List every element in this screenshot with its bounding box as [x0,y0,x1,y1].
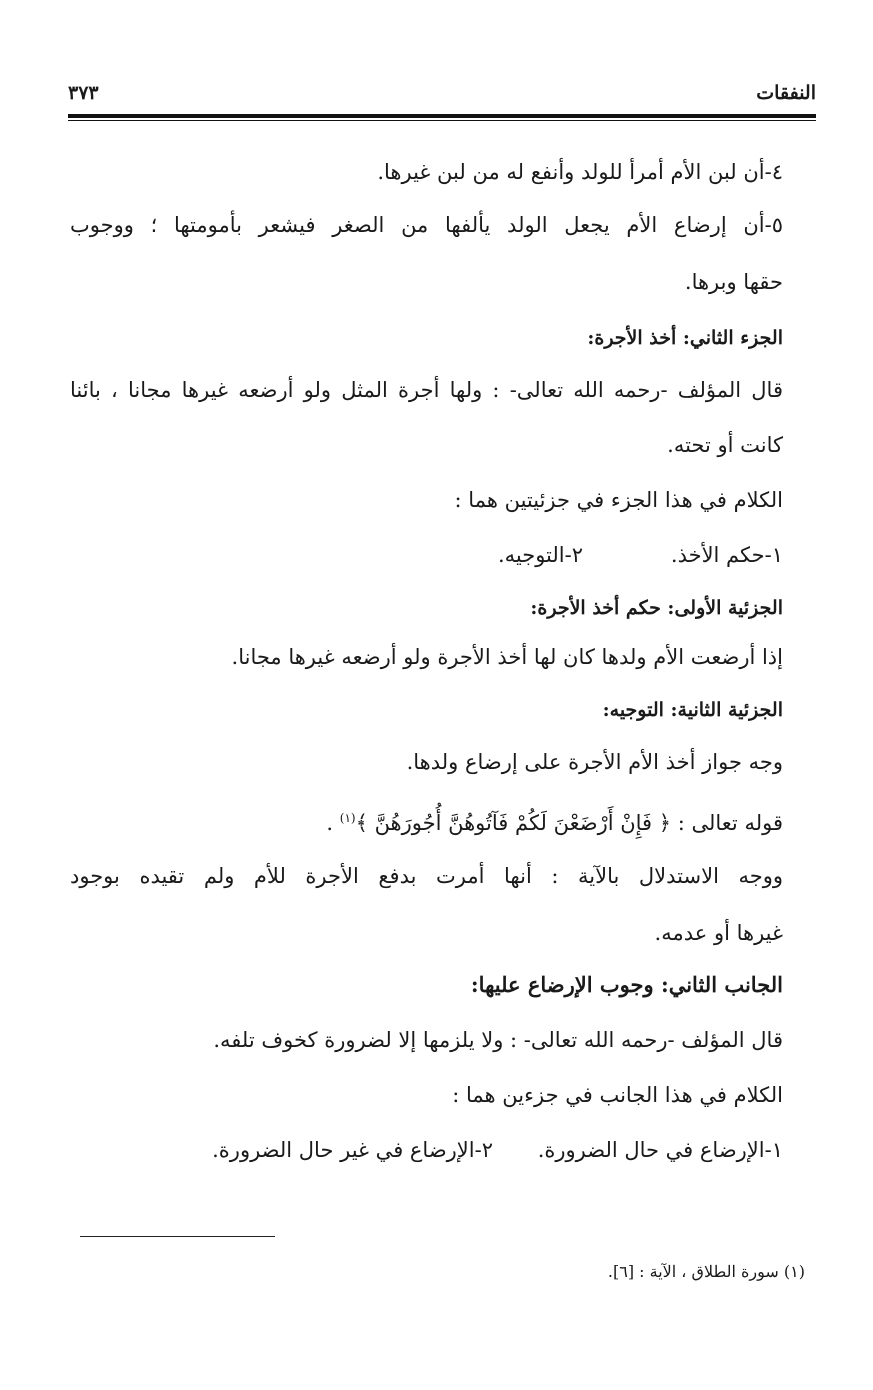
istidlal-line-1: ووجه الاستدلال بالآية : أنها أمرت بدفع الأجرة للأم ولم تقيده بوجود [70,864,783,888]
verse-line [70,798,783,838]
page-header [68,82,816,114]
footnote-rule [80,1236,275,1237]
reason-text: وجه جواز أخذ الأم الأجرة على إرضاع ولدها. [406,750,783,774]
verse-suffix: . [326,811,340,835]
list-item: ٢-الإرضاع في غير حال الضرورة. [212,1138,493,1162]
istidlal-line-2: غيرها أو عدمه. [654,921,783,945]
heading-sub-1: الجزئية الأولى: حكم أخذ الأجرة: [530,597,783,619]
list-item: ٢-التوجيه. [497,543,583,567]
intro-part-2: الكلام في هذا الجزء في جزئيتين هما : [454,488,783,512]
list-side-2 [70,1130,783,1170]
heading-side-2: الجانب الثاني: وجوب الإرضاع عليها: [470,972,783,997]
ruling-text: إذا أرضعت الأم ولدها كان لها أخذ الأجرة ولو أرضعه غيرها مجانا. [231,645,783,669]
footnote-text: (١) سورة الطلاق ، الآية : [٦]. [607,1262,805,1281]
author-quote-1-line-2: كانت أو تحته. [667,433,783,457]
point-5-line-1: ٥-أن إرضاع الأم يجعل الولد يألفها من الصغر فيشعر بأمومتها ؛ ووجوب [70,213,783,237]
author-quote-2: قال المؤلف -رحمه الله تعالى- : ولا يلزمها إلا لضرورة كخوف تلفه. [213,1028,783,1052]
quran-verse: ﴿ فَإِنْ أَرْضَعْنَ لَكُمْ فَآتُوهُنَّ أُجُورَهُنَّ ﴾ [355,811,672,835]
chapter-title: النفقات [756,82,816,104]
page-number: ٣٧٣ [68,82,99,104]
heading-sub-2: الجزئية الثانية: التوجيه: [602,699,783,721]
list-item: ١-حكم الأخذ. [670,543,783,567]
verse-prefix: قوله تعالى : [671,811,783,835]
heading-part-2: الجزء الثاني: أخذ الأجرة: [587,327,783,349]
point-5-line-2: حقها وبرها. [684,270,783,294]
header-rule [68,114,816,121]
point-4: ٤-أن لبن الأم أمرأ للولد وأنفع له من لبن غيرها. [377,160,783,184]
footnote-ref: (١) [339,811,356,825]
list-part-2 [70,535,783,575]
intro-side-2: الكلام في هذا الجانب في جزءين هما : [452,1083,783,1107]
author-quote-1-line-1: قال المؤلف -رحمه الله تعالى- : ولها أجرة المثل ولو أرضعه غيرها مجانا ، بائنا [70,378,783,402]
list-item: ١-الإرضاع في حال الضرورة. [537,1138,783,1162]
